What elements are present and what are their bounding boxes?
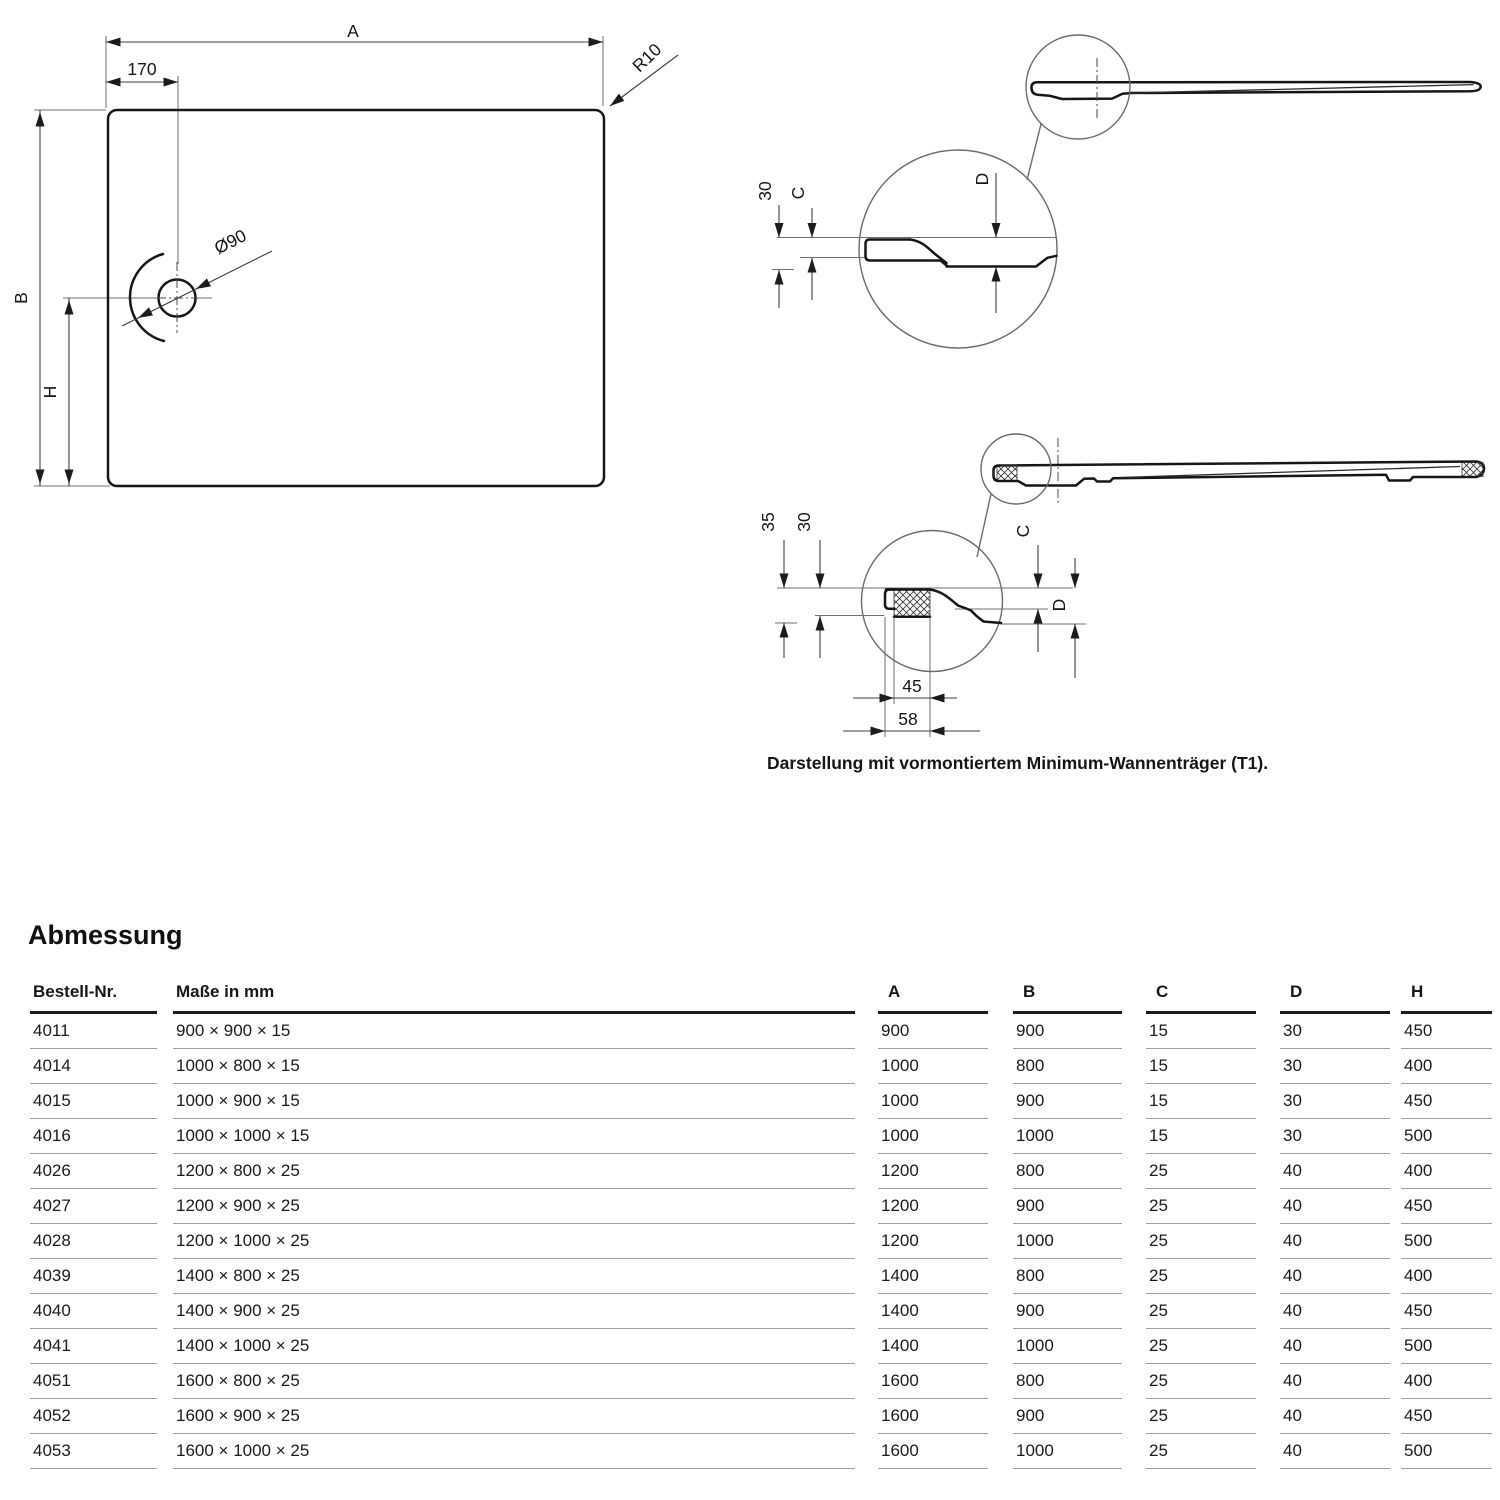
cell: 40: [1280, 1434, 1390, 1469]
cell-gap: [157, 1259, 173, 1294]
cell-gap: [988, 1189, 1013, 1224]
cell: 25: [1146, 1294, 1256, 1329]
column-header-c: C: [1146, 976, 1256, 1013]
cell: 15: [1146, 1084, 1256, 1119]
table-row: [30, 1049, 1492, 1084]
cell-gap: [988, 1013, 1013, 1049]
cell: 1000: [1013, 1119, 1122, 1154]
cell: 800: [1013, 1259, 1122, 1294]
cell: 800: [1013, 1154, 1122, 1189]
cell: 40: [1280, 1364, 1390, 1399]
cell-gap: [157, 1013, 173, 1049]
cell-gap: [1390, 1434, 1401, 1469]
cell: 4039: [30, 1259, 157, 1294]
cell-gap: [988, 1084, 1013, 1119]
cell-gap: [988, 1329, 1013, 1364]
cell: 40: [1280, 1294, 1390, 1329]
cell: 1400: [878, 1259, 988, 1294]
cell: 1200 × 800 × 25: [173, 1154, 855, 1189]
cell-gap: [1122, 1154, 1146, 1189]
column-gap: [1390, 976, 1401, 1013]
cell-gap: [1256, 1294, 1280, 1329]
cell: 4027: [30, 1189, 157, 1224]
dim-label-h: H: [40, 385, 60, 399]
cell-gap: [157, 1119, 173, 1154]
table-row: [30, 1189, 1492, 1224]
detail-balloon-small: [1026, 35, 1130, 139]
cell: 4014: [30, 1049, 157, 1084]
cell-gap: [855, 1189, 878, 1224]
cell: 1600: [878, 1364, 988, 1399]
detail-balloon-large-2: [862, 531, 1003, 672]
cell-gap: [1390, 1224, 1401, 1259]
cell: 1200: [878, 1224, 988, 1259]
cell: 1600 × 800 × 25: [173, 1364, 855, 1399]
cell-gap: [1122, 1259, 1146, 1294]
cell-gap: [1390, 1329, 1401, 1364]
dim-label-58: 58: [898, 709, 918, 729]
cell-gap: [1390, 1364, 1401, 1399]
cell: 500: [1401, 1434, 1492, 1469]
cell: 450: [1401, 1189, 1492, 1224]
cell-gap: [1122, 1399, 1146, 1434]
cell-gap: [1256, 1259, 1280, 1294]
cell-gap: [855, 1013, 878, 1049]
dim-label-d90: Ø90: [210, 225, 250, 259]
side-profile-traeger-drawing: [758, 434, 1484, 737]
cell: 4011: [30, 1013, 157, 1049]
cell-gap: [855, 1224, 878, 1259]
cell: 900: [1013, 1013, 1122, 1049]
cell: 500: [1401, 1224, 1492, 1259]
cell: 900: [1013, 1084, 1122, 1119]
cell-gap: [1390, 1294, 1401, 1329]
cell-gap: [1256, 1084, 1280, 1119]
cell-gap: [1256, 1049, 1280, 1084]
table-row: [30, 1294, 1492, 1329]
cell: 25: [1146, 1399, 1256, 1434]
cell: 400: [1401, 1154, 1492, 1189]
cell-gap: [1122, 1013, 1146, 1049]
cell-gap: [988, 1224, 1013, 1259]
cell: 1200 × 1000 × 25: [173, 1224, 855, 1259]
cell-gap: [1390, 1259, 1401, 1294]
column-header-a: A: [878, 976, 988, 1013]
cell: 25: [1146, 1224, 1256, 1259]
dim-label-b: B: [11, 292, 31, 304]
cell: 15: [1146, 1013, 1256, 1049]
table-row: [30, 1329, 1492, 1364]
cell: 1000: [878, 1119, 988, 1154]
dimensions-table: [30, 976, 1492, 1469]
cell-gap: [855, 1084, 878, 1119]
cell-gap: [157, 1364, 173, 1399]
cell: 40: [1280, 1259, 1390, 1294]
cell-gap: [1122, 1329, 1146, 1364]
cell-gap: [1122, 1189, 1146, 1224]
cell-gap: [855, 1434, 878, 1469]
cell: 1000 × 800 × 15: [173, 1049, 855, 1084]
cell: 4053: [30, 1434, 157, 1469]
cell: 1600 × 1000 × 25: [173, 1434, 855, 1469]
cell-gap: [988, 1259, 1013, 1294]
cell: 1200: [878, 1189, 988, 1224]
cell-gap: [157, 1434, 173, 1469]
cell-gap: [157, 1399, 173, 1434]
cell-gap: [1122, 1049, 1146, 1084]
cell-gap: [157, 1329, 173, 1364]
cell-gap: [988, 1434, 1013, 1469]
cell: 1000: [1013, 1224, 1122, 1259]
cell-gap: [855, 1049, 878, 1084]
cell: 450: [1401, 1294, 1492, 1329]
column-header-ma-e-in-mm: Maße in mm: [173, 976, 855, 1013]
cell: 15: [1146, 1049, 1256, 1084]
cell-gap: [1256, 1154, 1280, 1189]
cell: 500: [1401, 1119, 1492, 1154]
dim-label-r10: R10: [628, 39, 666, 77]
cell: 1000: [1013, 1329, 1122, 1364]
dim-label-d: D: [972, 172, 992, 186]
column-header-d: D: [1280, 976, 1390, 1013]
cell-gap: [1256, 1013, 1280, 1049]
dim-label-30b: 30: [794, 512, 814, 532]
cell-gap: [855, 1294, 878, 1329]
table-row: [30, 1434, 1492, 1469]
cell: 4041: [30, 1329, 157, 1364]
cell: 800: [1013, 1364, 1122, 1399]
cell: 4028: [30, 1224, 157, 1259]
cell: 450: [1401, 1399, 1492, 1434]
column-gap: [1256, 976, 1280, 1013]
cell: 25: [1146, 1154, 1256, 1189]
cell-gap: [157, 1224, 173, 1259]
dim-label-30: 30: [755, 181, 775, 201]
cell-gap: [157, 1154, 173, 1189]
cell: 400: [1401, 1364, 1492, 1399]
cell-gap: [1256, 1189, 1280, 1224]
cell: 4052: [30, 1399, 157, 1434]
cell: 4026: [30, 1154, 157, 1189]
traeger-hatch-left: [997, 466, 1017, 481]
cell-gap: [1122, 1224, 1146, 1259]
cell-gap: [157, 1189, 173, 1224]
cell: 40: [1280, 1224, 1390, 1259]
cell: 30: [1280, 1049, 1390, 1084]
cell-gap: [988, 1399, 1013, 1434]
table-row: [30, 1013, 1492, 1049]
cell: 450: [1401, 1084, 1492, 1119]
table-row: [30, 1259, 1492, 1294]
table-title: Abmessung: [28, 920, 183, 950]
plan-view-drawing: [11, 21, 678, 486]
cell-gap: [1390, 1154, 1401, 1189]
cell: 4040: [30, 1294, 157, 1329]
column-header-b: B: [1013, 976, 1122, 1013]
cell-gap: [1122, 1119, 1146, 1154]
table-row: [30, 1084, 1492, 1119]
cell-gap: [1256, 1364, 1280, 1399]
cell-gap: [855, 1154, 878, 1189]
dim-label-170: 170: [127, 59, 157, 79]
cell: 4016: [30, 1119, 157, 1154]
cell: 400: [1401, 1259, 1492, 1294]
cell-gap: [1122, 1294, 1146, 1329]
cell: 900: [1013, 1294, 1122, 1329]
cell: 1400 × 800 × 25: [173, 1259, 855, 1294]
cell-gap: [1256, 1224, 1280, 1259]
dim-label-45: 45: [902, 676, 922, 696]
cell: 1600: [878, 1434, 988, 1469]
cell: 1600: [878, 1399, 988, 1434]
cell-gap: [157, 1049, 173, 1084]
cell: 1000 × 900 × 15: [173, 1084, 855, 1119]
cell: 25: [1146, 1259, 1256, 1294]
table-row: [30, 1224, 1492, 1259]
cell-gap: [1256, 1434, 1280, 1469]
column-header-h: H: [1401, 976, 1492, 1013]
traeger-hatch-right: [1462, 463, 1483, 477]
cell-gap: [1256, 1399, 1280, 1434]
cell-gap: [157, 1084, 173, 1119]
cell-gap: [988, 1119, 1013, 1154]
cell: 40: [1280, 1329, 1390, 1364]
cell-gap: [1390, 1189, 1401, 1224]
cell-gap: [855, 1119, 878, 1154]
drawing-caption: Darstellung mit vormontiertem Minimum-Wannenträger (T1).: [767, 753, 1269, 773]
table-header-row: [30, 976, 1492, 1013]
cell: 4051: [30, 1364, 157, 1399]
table-row: [30, 1154, 1492, 1189]
cell-gap: [1122, 1084, 1146, 1119]
column-gap: [1122, 976, 1146, 1013]
cell-gap: [855, 1329, 878, 1364]
cell: 1000: [878, 1084, 988, 1119]
column-gap: [157, 976, 173, 1013]
cell: 900: [878, 1013, 988, 1049]
cell: 1600 × 900 × 25: [173, 1399, 855, 1434]
cell-gap: [988, 1049, 1013, 1084]
cell-gap: [1390, 1399, 1401, 1434]
cell: 40: [1280, 1189, 1390, 1224]
cell-gap: [1122, 1434, 1146, 1469]
cell: 900 × 900 × 15: [173, 1013, 855, 1049]
cell: 450: [1401, 1013, 1492, 1049]
cell: 400: [1401, 1049, 1492, 1084]
cell: 4015: [30, 1084, 157, 1119]
cell: 1400: [878, 1329, 988, 1364]
dim-label-db: D: [1049, 598, 1069, 612]
cell: 30: [1280, 1084, 1390, 1119]
cell: 900: [1013, 1399, 1122, 1434]
cell: 1200 × 900 × 25: [173, 1189, 855, 1224]
cell: 30: [1280, 1013, 1390, 1049]
cell: 1200: [878, 1154, 988, 1189]
cell-gap: [1122, 1364, 1146, 1399]
column-gap: [988, 976, 1013, 1013]
side-profile-drawing: [755, 35, 1481, 348]
column-header-bestell-nr-: Bestell-Nr.: [30, 976, 157, 1013]
cell: 500: [1401, 1329, 1492, 1364]
cell-gap: [1390, 1049, 1401, 1084]
cell: 1400 × 1000 × 25: [173, 1329, 855, 1364]
cell: 40: [1280, 1399, 1390, 1434]
cell-gap: [988, 1364, 1013, 1399]
cell-gap: [1256, 1329, 1280, 1364]
dim-label-c: C: [788, 186, 808, 200]
cell: 1400: [878, 1294, 988, 1329]
cell: 1000 × 1000 × 15: [173, 1119, 855, 1154]
cell-gap: [1390, 1119, 1401, 1154]
cell-gap: [1390, 1084, 1401, 1119]
cell-gap: [1256, 1119, 1280, 1154]
cell-gap: [1390, 1013, 1401, 1049]
cell: 30: [1280, 1119, 1390, 1154]
cell-gap: [855, 1364, 878, 1399]
cell-gap: [988, 1154, 1013, 1189]
table-row: [30, 1364, 1492, 1399]
table-row: [30, 1399, 1492, 1434]
dim-label-a: A: [347, 21, 359, 41]
cell: 900: [1013, 1189, 1122, 1224]
cell-gap: [157, 1294, 173, 1329]
cell: 25: [1146, 1434, 1256, 1469]
table-row: [30, 1119, 1492, 1154]
column-gap: [855, 976, 878, 1013]
cell: 800: [1013, 1049, 1122, 1084]
dim-label-35: 35: [758, 512, 778, 532]
dim-label-cb: C: [1013, 524, 1033, 538]
cell: 25: [1146, 1329, 1256, 1364]
cell: 1000: [1013, 1434, 1122, 1469]
cell: 1000: [878, 1049, 988, 1084]
cell: 25: [1146, 1189, 1256, 1224]
cell: 40: [1280, 1154, 1390, 1189]
cell-gap: [855, 1259, 878, 1294]
cell-gap: [855, 1399, 878, 1434]
cell: 1400 × 900 × 25: [173, 1294, 855, 1329]
cell: 15: [1146, 1119, 1256, 1154]
cell-gap: [988, 1294, 1013, 1329]
traeger-section-hatch: [894, 590, 930, 617]
cell: 25: [1146, 1364, 1256, 1399]
